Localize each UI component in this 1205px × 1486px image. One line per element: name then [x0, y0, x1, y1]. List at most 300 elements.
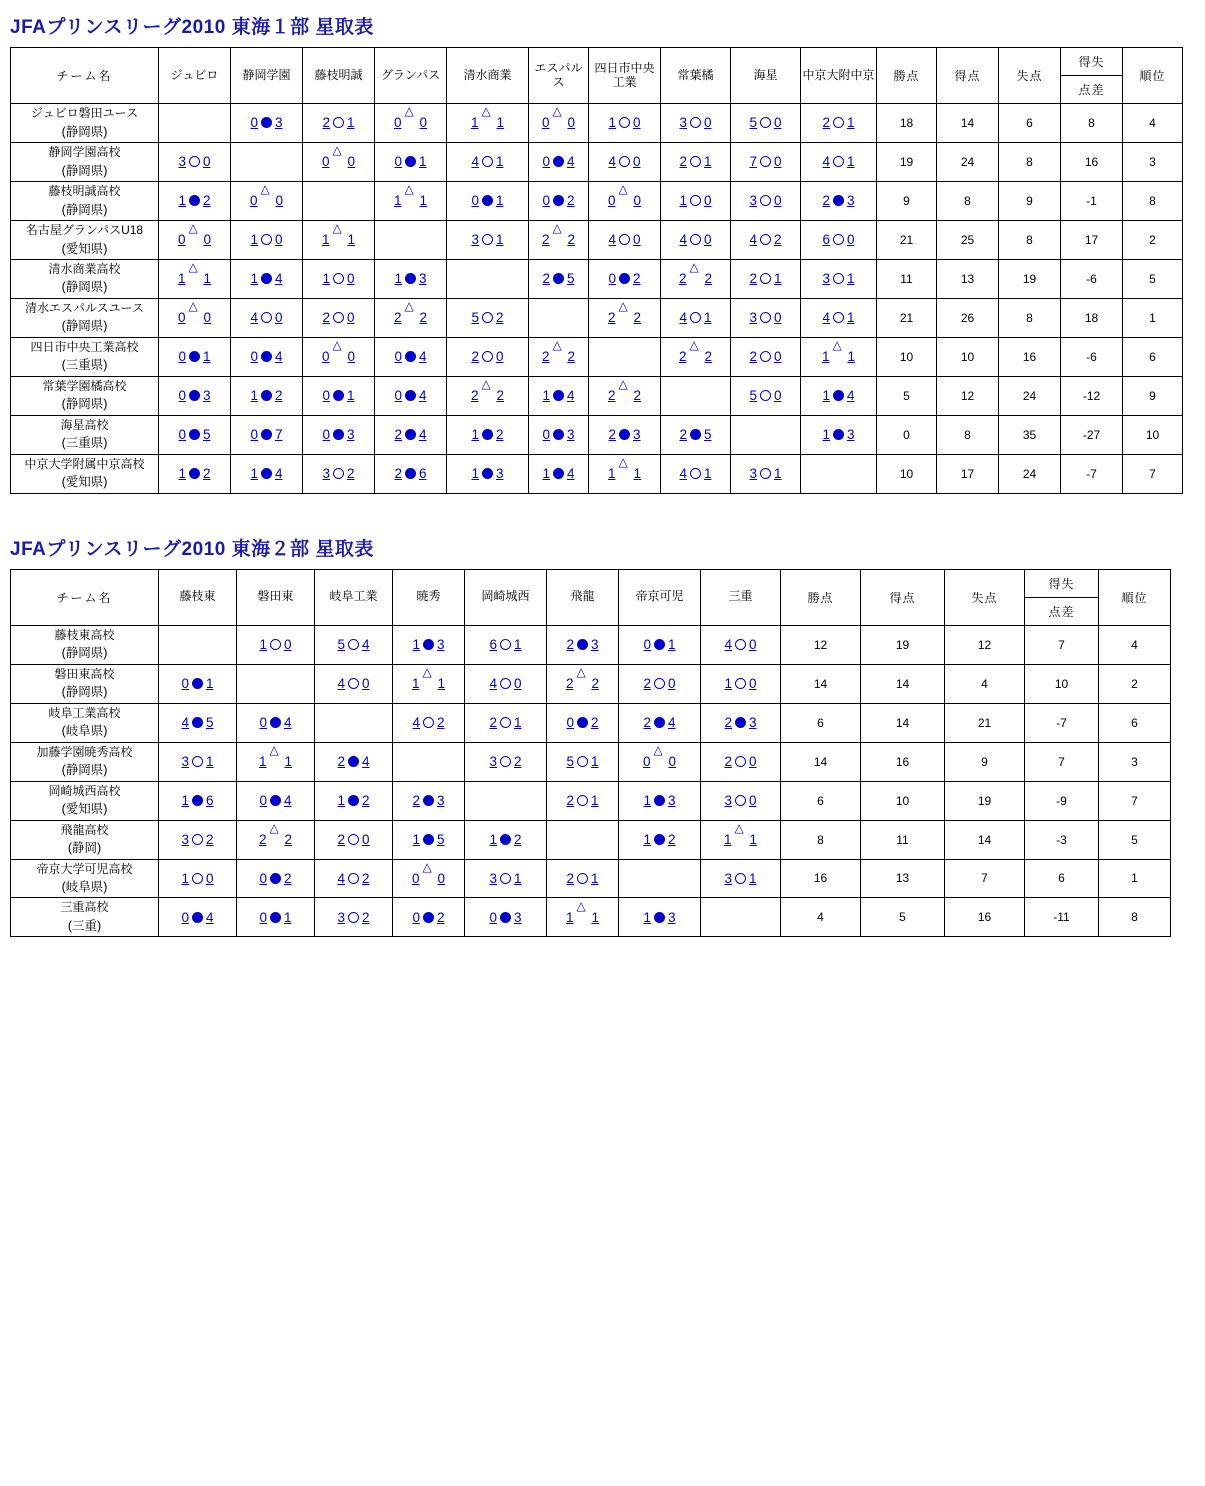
match-result-cell[interactable]: [661, 259, 731, 298]
match-result-link[interactable]: 0 4: [250, 349, 283, 365]
match-result-link[interactable]: 2 1: [566, 793, 599, 809]
match-result-link[interactable]: 4 1: [679, 466, 712, 482]
match-result-link[interactable]: 2 3: [822, 193, 855, 209]
match-result-cell[interactable]: [393, 898, 465, 937]
match-result-link[interactable]: 5 1: [566, 754, 599, 770]
match-result-cell[interactable]: [231, 376, 303, 415]
match-result-cell[interactable]: [801, 298, 877, 337]
match-result-link[interactable]: 0 4: [259, 793, 292, 809]
match-result-cell[interactable]: [801, 104, 877, 143]
match-result-link[interactable]: 0 7: [250, 427, 283, 443]
match-result-link[interactable]: 2 3: [608, 427, 641, 443]
match-result-link[interactable]: 2 △ 2: [259, 832, 292, 847]
match-result-link[interactable]: 0 △ 0: [250, 193, 283, 208]
match-result-cell[interactable]: [303, 337, 375, 376]
match-result-link[interactable]: 2 △ 2: [394, 310, 427, 325]
match-result-cell[interactable]: [465, 703, 547, 742]
match-result-cell[interactable]: [529, 415, 589, 454]
match-result-link[interactable]: 3 1: [749, 466, 782, 482]
match-result-link[interactable]: 0 4: [394, 349, 427, 365]
match-result-link[interactable]: 3 1: [471, 232, 504, 248]
header-opponent-2: 岐阜工業: [315, 569, 393, 625]
match-result-cell[interactable]: [375, 298, 447, 337]
match-result-link[interactable]: 3 2: [489, 754, 522, 770]
match-result-link[interactable]: 0 2: [542, 193, 575, 209]
match-result-link[interactable]: 0 4: [394, 388, 427, 404]
match-result-cell[interactable]: [731, 376, 801, 415]
match-result-cell[interactable]: [159, 415, 231, 454]
match-result-link[interactable]: 0 1: [471, 193, 504, 209]
match-result-cell[interactable]: [231, 104, 303, 143]
match-result-cell[interactable]: [393, 781, 465, 820]
match-result-link[interactable]: 4 0: [724, 637, 757, 653]
match-result-cell[interactable]: [801, 142, 877, 181]
match-result-link[interactable]: 1 △ 1: [178, 271, 211, 286]
match-result-link[interactable]: 1 2: [178, 466, 211, 482]
match-result-link[interactable]: 2 1: [679, 154, 712, 170]
match-result-link[interactable]: 0 4: [181, 909, 214, 925]
match-result-cell[interactable]: [447, 220, 529, 259]
match-result-cell[interactable]: [661, 181, 731, 220]
match-result-link[interactable]: 2 △ 2: [542, 349, 575, 364]
match-result-link[interactable]: 0 1: [259, 909, 292, 925]
match-result-cell[interactable]: [375, 181, 447, 220]
match-result-cell[interactable]: [801, 181, 877, 220]
match-result-link[interactable]: 4 2: [412, 715, 445, 731]
match-result-link[interactable]: 2 0: [643, 676, 676, 692]
match-result-cell[interactable]: [731, 142, 801, 181]
match-result-cell[interactable]: [447, 454, 529, 493]
match-result-cell[interactable]: [159, 703, 237, 742]
match-result-link[interactable]: 0 △ 0: [322, 154, 355, 169]
match-result-link[interactable]: 3 0: [749, 310, 782, 326]
match-result-link[interactable]: 0 2: [412, 909, 445, 925]
match-result-cell[interactable]: [731, 220, 801, 259]
match-result-cell[interactable]: [159, 337, 231, 376]
match-result-link[interactable]: 1 0: [181, 870, 214, 886]
match-result-link[interactable]: 0 1: [643, 637, 676, 653]
match-result-link[interactable]: 3 1: [489, 870, 522, 886]
match-result-link[interactable]: 1 △ 1: [566, 910, 599, 925]
match-result-link[interactable]: 1 0: [679, 193, 712, 209]
match-result-cell[interactable]: [801, 220, 877, 259]
match-result-link[interactable]: 1 4: [822, 388, 855, 404]
match-result-link[interactable]: 1 2: [178, 193, 211, 209]
match-result-cell[interactable]: [159, 742, 237, 781]
match-result-link[interactable]: 5 0: [749, 388, 782, 404]
match-result-cell[interactable]: [159, 664, 237, 703]
match-result-cell[interactable]: [465, 625, 547, 664]
match-result-cell[interactable]: [731, 298, 801, 337]
match-result-link[interactable]: 1 0: [259, 637, 292, 653]
match-result-cell[interactable]: [375, 415, 447, 454]
match-result-link[interactable]: 4 0: [489, 676, 522, 692]
match-result-cell[interactable]: [589, 454, 661, 493]
match-result-link[interactable]: 1 2: [250, 388, 283, 404]
match-result-link[interactable]: 1 6: [181, 793, 214, 809]
match-result-link[interactable]: 1 △ 1: [412, 676, 445, 691]
match-result-link[interactable]: 0 3: [542, 427, 575, 443]
match-result-link[interactable]: 2 0: [749, 349, 782, 365]
match-result-cell[interactable]: [529, 259, 589, 298]
match-result-cell[interactable]: [619, 742, 701, 781]
match-result-link[interactable]: 4 0: [679, 232, 712, 248]
match-result-link[interactable]: 1 △ 1: [724, 832, 757, 847]
match-result-cell[interactable]: [237, 898, 315, 937]
match-result-link[interactable]: 2 △ 2: [679, 349, 712, 364]
match-result-link[interactable]: 0 1: [181, 676, 214, 692]
match-result-cell[interactable]: [529, 337, 589, 376]
match-result-cell[interactable]: [589, 415, 661, 454]
match-result-cell[interactable]: [589, 259, 661, 298]
match-result-cell[interactable]: [315, 781, 393, 820]
match-result-link[interactable]: 2 1: [489, 715, 522, 731]
match-result-cell[interactable]: [393, 820, 465, 859]
match-result-cell[interactable]: [303, 220, 375, 259]
match-result-cell[interactable]: [701, 820, 781, 859]
match-result-cell[interactable]: [589, 220, 661, 259]
match-result-link[interactable]: 0 4: [259, 715, 292, 731]
match-result-link[interactable]: 3 2: [181, 832, 214, 848]
match-result-cell[interactable]: [661, 142, 731, 181]
match-result-link[interactable]: 1 0: [322, 271, 355, 287]
match-result-link[interactable]: 3 0: [749, 193, 782, 209]
match-result-cell[interactable]: [547, 664, 619, 703]
match-result-link[interactable]: 2 △ 2: [542, 232, 575, 247]
match-result-link[interactable]: 3 1: [822, 271, 855, 287]
match-result-cell[interactable]: [375, 376, 447, 415]
match-result-cell[interactable]: [159, 454, 231, 493]
match-result-link[interactable]: 2 0: [337, 832, 370, 848]
match-result-cell[interactable]: [547, 781, 619, 820]
match-result-link[interactable]: 1 0: [608, 115, 641, 131]
match-result-link[interactable]: 1 4: [250, 466, 283, 482]
match-result-cell[interactable]: [731, 259, 801, 298]
match-result-link[interactable]: 2 △ 2: [566, 676, 599, 691]
match-result-cell[interactable]: [375, 104, 447, 143]
match-result-link[interactable]: 3 0: [679, 115, 712, 131]
match-result-link[interactable]: 2 △ 2: [471, 388, 504, 403]
match-result-link[interactable]: 1 △ 1: [394, 193, 427, 208]
match-result-cell[interactable]: [159, 376, 231, 415]
match-result-cell[interactable]: [547, 898, 619, 937]
match-result-link[interactable]: 1 △ 1: [608, 466, 641, 481]
match-result-cell[interactable]: [375, 142, 447, 181]
match-result-link[interactable]: 1 4: [250, 271, 283, 287]
match-result-cell[interactable]: [589, 104, 661, 143]
match-result-link[interactable]: 5 2: [471, 310, 504, 326]
match-result-link[interactable]: 0 3: [178, 388, 211, 404]
match-result-link[interactable]: 0 △ 0: [178, 232, 211, 247]
match-result-link[interactable]: 0 2: [608, 271, 641, 287]
match-result-link[interactable]: 2 5: [542, 271, 575, 287]
match-result-cell[interactable]: [375, 337, 447, 376]
match-result-link[interactable]: 2 1: [822, 115, 855, 131]
match-result-link[interactable]: 1 0: [250, 232, 283, 248]
match-result-cell[interactable]: [465, 664, 547, 703]
match-result-link[interactable]: 2 5: [679, 427, 712, 443]
match-result-cell[interactable]: [315, 742, 393, 781]
match-result-cell[interactable]: [159, 259, 231, 298]
match-result-cell[interactable]: [701, 742, 781, 781]
match-result-cell[interactable]: [529, 142, 589, 181]
match-result-link[interactable]: 0 △ 0: [412, 871, 445, 886]
match-result-cell[interactable]: [447, 376, 529, 415]
match-result-link[interactable]: 7 0: [749, 154, 782, 170]
match-result-cell[interactable]: [375, 454, 447, 493]
match-result-link[interactable]: 1 5: [412, 832, 445, 848]
match-result-cell[interactable]: [547, 859, 619, 898]
match-result-link[interactable]: 1 3: [394, 271, 427, 287]
match-result-link[interactable]: 2 1: [566, 870, 599, 886]
match-result-cell[interactable]: [303, 259, 375, 298]
match-result-cell[interactable]: [393, 625, 465, 664]
match-result-link[interactable]: 1 3: [471, 466, 504, 482]
match-result-cell[interactable]: [237, 703, 315, 742]
match-result-cell[interactable]: [701, 781, 781, 820]
match-result-cell[interactable]: [237, 859, 315, 898]
match-result-cell[interactable]: [529, 181, 589, 220]
match-result-link[interactable]: 3 0: [178, 154, 211, 170]
match-result-link[interactable]: 2 0: [724, 754, 757, 770]
match-result-link[interactable]: 2 1: [749, 271, 782, 287]
match-result-link[interactable]: 2 △ 2: [608, 310, 641, 325]
match-result-cell[interactable]: [231, 454, 303, 493]
match-result-cell[interactable]: [303, 104, 375, 143]
match-result-link[interactable]: 4 5: [181, 715, 214, 731]
win-circle-icon: [482, 234, 493, 245]
match-result-link[interactable]: 1 2: [471, 427, 504, 443]
match-result-cell[interactable]: [393, 664, 465, 703]
match-result-cell[interactable]: [315, 859, 393, 898]
match-result-cell[interactable]: [231, 181, 303, 220]
match-result-cell[interactable]: [801, 259, 877, 298]
match-result-cell[interactable]: [237, 742, 315, 781]
match-result-link[interactable]: 2 4: [643, 715, 676, 731]
match-result-cell[interactable]: [159, 220, 231, 259]
match-result-cell[interactable]: [303, 142, 375, 181]
match-result-cell[interactable]: [529, 454, 589, 493]
match-result-cell[interactable]: [231, 337, 303, 376]
match-result-cell[interactable]: [465, 742, 547, 781]
match-result-link[interactable]: 2 4: [394, 427, 427, 443]
match-result-cell[interactable]: [589, 376, 661, 415]
match-result-cell[interactable]: [393, 703, 465, 742]
match-result-cell[interactable]: [159, 181, 231, 220]
match-result-cell[interactable]: [619, 625, 701, 664]
match-result-cell[interactable]: [231, 220, 303, 259]
match-result-link[interactable]: 6 0: [822, 232, 855, 248]
match-result-link[interactable]: 6 1: [489, 637, 522, 653]
match-result-cell[interactable]: [589, 142, 661, 181]
match-result-link[interactable]: 5 4: [337, 637, 370, 653]
match-result-link[interactable]: 0 2: [259, 870, 292, 886]
match-result-link[interactable]: 0 2: [566, 715, 599, 731]
match-result-link[interactable]: 2 4: [337, 754, 370, 770]
match-result-cell[interactable]: [547, 703, 619, 742]
match-result-link[interactable]: 1 3: [412, 637, 445, 653]
match-result-cell[interactable]: [447, 181, 529, 220]
match-result-cell[interactable]: [159, 820, 237, 859]
match-result-cell[interactable]: [701, 625, 781, 664]
match-result-link[interactable]: 1 4: [542, 388, 575, 404]
match-result-cell[interactable]: [731, 337, 801, 376]
match-result-cell[interactable]: [619, 898, 701, 937]
match-result-cell[interactable]: [619, 781, 701, 820]
match-result-cell[interactable]: [589, 181, 661, 220]
match-result-cell[interactable]: [447, 142, 529, 181]
match-result-link[interactable]: 4 0: [608, 154, 641, 170]
match-result-cell[interactable]: [731, 104, 801, 143]
match-result-link[interactable]: 3 2: [322, 466, 355, 482]
loss-filled-circle-icon: [553, 468, 564, 479]
match-result-cell[interactable]: [315, 664, 393, 703]
match-result-link[interactable]: 4 0: [337, 676, 370, 692]
rank-cell: 6: [1099, 703, 1171, 742]
match-result-link[interactable]: 4 1: [822, 154, 855, 170]
match-result-cell[interactable]: [801, 337, 877, 376]
match-result-cell[interactable]: [159, 142, 231, 181]
match-result-cell[interactable]: [801, 415, 877, 454]
match-result-cell[interactable]: [447, 415, 529, 454]
match-result-link[interactable]: 1 2: [489, 832, 522, 848]
match-result-link[interactable]: 0 3: [322, 427, 355, 443]
match-result-cell[interactable]: [315, 625, 393, 664]
match-result-link[interactable]: 2 △ 2: [608, 388, 641, 403]
match-result-link[interactable]: 4 2: [749, 232, 782, 248]
match-result-cell[interactable]: [465, 820, 547, 859]
match-result-link[interactable]: 1 4: [542, 466, 575, 482]
match-result-link[interactable]: 0 5: [178, 427, 211, 443]
match-result-cell[interactable]: [303, 454, 375, 493]
match-result-link[interactable]: 1 3: [822, 427, 855, 443]
match-result-cell[interactable]: [303, 298, 375, 337]
match-result-cell[interactable]: [231, 259, 303, 298]
match-result-cell[interactable]: [661, 454, 731, 493]
match-result-cell[interactable]: [237, 820, 315, 859]
match-result-link[interactable]: 0 1: [322, 388, 355, 404]
match-result-link[interactable]: 0 △ 0: [322, 349, 355, 364]
match-result-cell[interactable]: [661, 298, 731, 337]
match-result-cell[interactable]: [589, 298, 661, 337]
match-result-cell[interactable]: [661, 337, 731, 376]
match-result-cell[interactable]: [447, 104, 529, 143]
match-result-link[interactable]: 4 1: [471, 154, 504, 170]
match-result-cell[interactable]: [661, 415, 731, 454]
match-result-cell[interactable]: [801, 376, 877, 415]
match-result-cell[interactable]: [447, 298, 529, 337]
match-result-cell[interactable]: [547, 625, 619, 664]
match-result-link[interactable]: 4 1: [822, 310, 855, 326]
match-result-link[interactable]: 0 1: [394, 154, 427, 170]
match-result-link[interactable]: 1 2: [337, 793, 370, 809]
match-result-link[interactable]: 4 2: [337, 870, 370, 886]
match-result-link[interactable]: 3 0: [724, 793, 757, 809]
match-result-link[interactable]: 0 3: [489, 909, 522, 925]
match-result-link[interactable]: 2 0: [471, 349, 504, 365]
match-result-cell[interactable]: [547, 742, 619, 781]
match-result-cell[interactable]: [231, 298, 303, 337]
match-result-cell[interactable]: [661, 220, 731, 259]
match-result-cell[interactable]: [661, 104, 731, 143]
match-result-link[interactable]: 1 △ 1: [322, 232, 355, 247]
match-result-link[interactable]: 2 1: [322, 115, 355, 131]
match-result-link[interactable]: 4 0: [608, 232, 641, 248]
match-result-cell[interactable]: [701, 664, 781, 703]
match-result-cell[interactable]: [731, 454, 801, 493]
match-result-link[interactable]: 1 △ 1: [259, 754, 292, 769]
match-result-link[interactable]: 1 0: [724, 676, 757, 692]
match-result-cell[interactable]: [303, 415, 375, 454]
match-result-cell[interactable]: [465, 859, 547, 898]
match-result-cell[interactable]: [701, 703, 781, 742]
match-result-link[interactable]: 1 3: [643, 793, 676, 809]
match-result-link[interactable]: 0 △ 0: [542, 115, 575, 130]
team-prefecture: (岐阜県): [61, 724, 108, 739]
match-result-link[interactable]: 5 0: [749, 115, 782, 131]
match-result-link[interactable]: 0 △ 0: [608, 193, 641, 208]
match-result-cell[interactable]: [237, 625, 315, 664]
match-result-link[interactable]: 3 1: [181, 754, 214, 770]
match-result-cell[interactable]: [701, 859, 781, 898]
match-result-link[interactable]: 2 3: [412, 793, 445, 809]
match-result-cell[interactable]: [237, 781, 315, 820]
match-result-cell[interactable]: [529, 220, 589, 259]
match-result-link[interactable]: 0 3: [250, 115, 283, 131]
match-result-link[interactable]: 2 3: [566, 637, 599, 653]
match-result-cell[interactable]: [393, 859, 465, 898]
match-result-cell[interactable]: [159, 298, 231, 337]
match-result-link[interactable]: 4 0: [250, 310, 283, 326]
match-result-link[interactable]: 0 △ 0: [178, 310, 211, 325]
goals-for-cell: 24: [937, 142, 999, 181]
match-result-link[interactable]: 1 2: [643, 832, 676, 848]
match-result-cell[interactable]: [315, 820, 393, 859]
match-result-cell[interactable]: [159, 859, 237, 898]
match-result-cell[interactable]: [375, 259, 447, 298]
match-result-cell[interactable]: [529, 104, 589, 143]
match-result-link[interactable]: 1 3: [643, 909, 676, 925]
match-result-cell[interactable]: [159, 898, 237, 937]
match-result-link[interactable]: 0 △ 0: [394, 115, 427, 130]
match-result-link[interactable]: 1 △ 1: [822, 349, 855, 364]
loss-filled-circle-icon: [619, 273, 630, 284]
goals-against-cell: 8: [999, 220, 1061, 259]
match-result-cell[interactable]: [447, 337, 529, 376]
match-result-cell[interactable]: [465, 898, 547, 937]
match-result-link[interactable]: 4 1: [679, 310, 712, 326]
match-result-cell[interactable]: [315, 898, 393, 937]
match-result-cell[interactable]: [303, 376, 375, 415]
match-result-cell[interactable]: [619, 703, 701, 742]
match-result-link[interactable]: 0 1: [178, 349, 211, 365]
match-result-cell[interactable]: [529, 376, 589, 415]
match-result-link[interactable]: 2 0: [322, 310, 355, 326]
match-result-cell[interactable]: [619, 664, 701, 703]
match-result-cell[interactable]: [619, 820, 701, 859]
match-result-cell[interactable]: [231, 415, 303, 454]
match-result-link[interactable]: 0 4: [542, 154, 575, 170]
match-result-cell[interactable]: [731, 181, 801, 220]
match-result-link[interactable]: 0 △ 0: [643, 754, 676, 769]
match-result-link[interactable]: 2 3: [724, 715, 757, 731]
match-result-link[interactable]: 2 6: [394, 466, 427, 482]
match-result-link[interactable]: 3 1: [724, 870, 757, 886]
match-result-link[interactable]: 2 △ 2: [679, 271, 712, 286]
match-result-link[interactable]: 1 △ 1: [471, 115, 504, 130]
match-result-cell[interactable]: [159, 781, 237, 820]
match-result-link[interactable]: 3 2: [337, 909, 370, 925]
